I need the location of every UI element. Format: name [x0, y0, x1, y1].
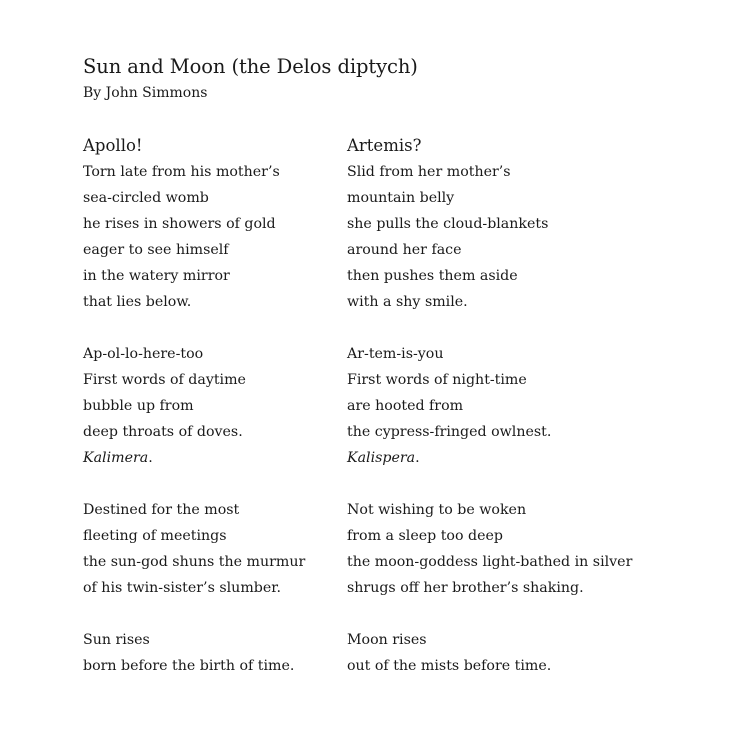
poem-line: the cypress-fringed owlnest. — [347, 424, 552, 440]
poem-line: bubble up from — [83, 398, 194, 414]
poem-line: the moon-goddess light-bathed in silver — [347, 554, 633, 570]
poem-line: First words of night-time — [347, 372, 527, 388]
poem-line: Ap-ol-lo-here-too — [83, 346, 204, 362]
stanza-gap — [347, 601, 647, 627]
apollo-stanza-2 — [83, 341, 383, 471]
poem-line: in the watery mirror — [83, 268, 230, 284]
apollo-heading: Apollo! — [83, 136, 143, 155]
greeting-punct: . — [148, 450, 153, 466]
artemis-column — [347, 133, 647, 679]
poem-line: Torn late from his mother’s — [83, 164, 280, 180]
poem-line: out of the mists before time. — [347, 658, 552, 674]
artemis-heading: Artemis? — [347, 136, 422, 155]
poem-line: are hooted from — [347, 398, 464, 414]
greeting-word: Kalimera — [83, 450, 149, 466]
poem-line: then pushes them aside — [347, 268, 518, 284]
poem-line: shrugs off her brother’s shaking. — [347, 580, 584, 596]
artemis-stanza-2 — [347, 341, 647, 471]
poem-line: sea-circled womb — [83, 190, 209, 206]
stanza-gap — [83, 601, 383, 627]
apollo-column — [83, 133, 383, 679]
poem-line: Sun rises — [83, 632, 150, 648]
greeting-punct: . — [415, 450, 420, 466]
poem-title: Sun and Moon (the Delos diptych) — [83, 55, 418, 78]
poem-line: with a shy smile. — [347, 294, 468, 310]
artemis-stanza-4 — [347, 627, 647, 679]
poem-line: born before the birth of time. — [83, 658, 295, 674]
artemis-stanza-3 — [347, 497, 647, 601]
greeting-line — [347, 445, 647, 471]
poem-line: that lies below. — [83, 294, 192, 310]
poem-line: from a sleep too deep — [347, 528, 503, 544]
poem-line: of his twin-sister’s slumber. — [83, 580, 281, 596]
artemis-stanza-1 — [347, 159, 647, 315]
stanza-gap — [83, 471, 383, 497]
poem-line: mountain belly — [347, 190, 455, 206]
poem-page — [83, 54, 703, 674]
apollo-stanza-4 — [83, 627, 383, 679]
poem-line: he rises in showers of gold — [83, 216, 276, 232]
greeting-word: Kalispera — [347, 450, 416, 466]
poem-line: Not wishing to be woken — [347, 502, 527, 518]
poem-line: eager to see himself — [83, 242, 229, 258]
poem-line: Ar-tem-is-you — [347, 346, 444, 362]
poem-line: Slid from her mother’s — [347, 164, 511, 180]
poem-line: the sun-god shuns the murmur — [83, 554, 306, 570]
poem-byline: By John Simmons — [83, 85, 208, 101]
greeting-line — [83, 445, 383, 471]
poem-line: around her face — [347, 242, 462, 258]
stanza-gap — [83, 315, 383, 341]
stanza-gap — [347, 471, 647, 497]
poem-line: fleeting of meetings — [83, 528, 227, 544]
poem-line: First words of daytime — [83, 372, 246, 388]
apollo-stanza-3 — [83, 497, 383, 601]
poem-line: deep throats of doves. — [83, 424, 243, 440]
poem-line: Moon rises — [347, 632, 427, 648]
stanza-gap — [347, 315, 647, 341]
apollo-stanza-1 — [83, 159, 383, 315]
poem-line: Destined for the most — [83, 502, 240, 518]
poem-line: she pulls the cloud-blankets — [347, 216, 549, 232]
